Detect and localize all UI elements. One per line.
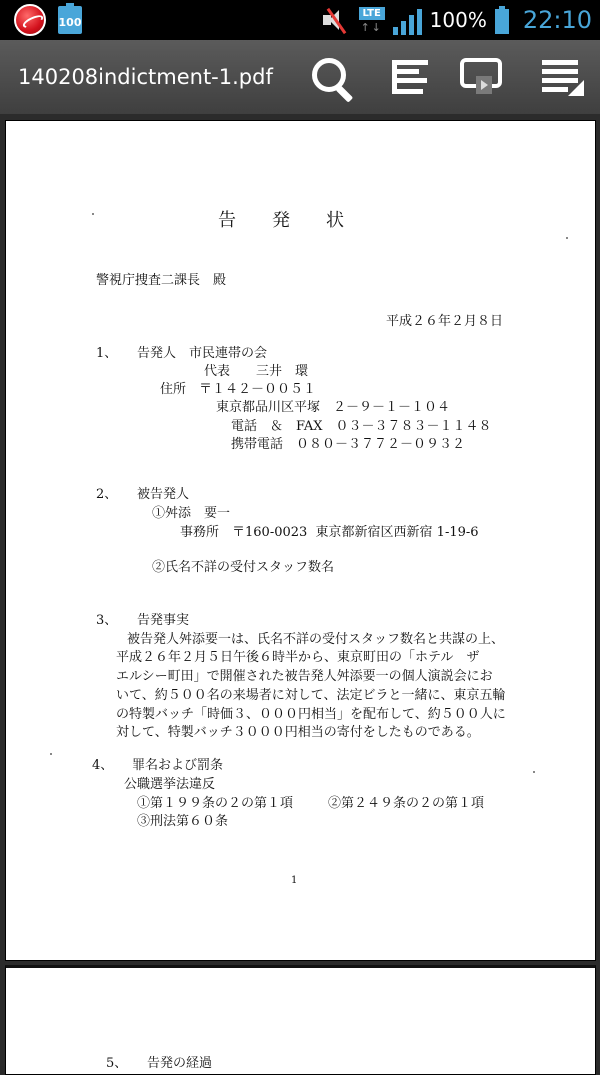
section-3-line: 被告発人舛添要一は、氏名不詳の受付スタッフ数名と共謀の上、 <box>127 632 505 647</box>
trend-micro-icon <box>14 4 46 36</box>
presentation-icon[interactable] <box>456 52 510 102</box>
section-3-line: 平成２６年２月５日午後６時半から、東京町田の「ホテル ザ <box>116 650 480 665</box>
section-4-number: 4、 <box>92 758 114 773</box>
section-4-item-2: ②第２４９条の２の第１項 <box>328 796 485 811</box>
section-3-line: エルシー町田」で開催された被告発人舛添要一の個人演説会にお <box>116 669 493 684</box>
status-bar <box>0 0 600 40</box>
lte-label: LTE <box>359 7 385 20</box>
section-1-number: 1、 <box>96 346 118 361</box>
section-2-heading: 被告発人 <box>137 487 190 502</box>
section-2-item-1: ①舛添 要一 <box>152 506 231 521</box>
section-3-number: 3、 <box>96 613 118 628</box>
lte-icon: LTE ↑ ↓ <box>359 5 385 35</box>
page-title: 告 発 状 <box>218 210 344 231</box>
menu-icon[interactable] <box>536 52 590 102</box>
section-2-number: 2、 <box>96 487 118 502</box>
section-1-heading: 告発人 市民連帯の会 <box>137 346 268 361</box>
section-5-number: 5、 <box>106 1056 128 1071</box>
section-3-line: いて、約５００名の来場者に対して、法定ビラと一緒に、東京五輪 <box>116 688 506 703</box>
clock: 22:10 <box>522 6 592 34</box>
battery-icon <box>495 6 509 34</box>
section-4-heading: 罪名および罰条 <box>132 758 224 773</box>
section-4-item-1: ①第１９９条の２の第１項 <box>137 796 294 811</box>
section-1-representative: 代表 三井 環 <box>204 364 309 379</box>
document-title: 140208indictment-1.pdf <box>18 65 273 89</box>
action-bar <box>0 40 600 114</box>
section-1-address: 東京都品川区平塚 ２－９－１－１０４ <box>216 400 451 415</box>
section-5-heading: 告発の経過 <box>147 1056 213 1071</box>
search-icon[interactable] <box>306 52 360 102</box>
outline-icon[interactable] <box>384 52 438 102</box>
section-2-office: 事務所 〒160-0023 東京都新宿区西新宿 1-19-6 <box>180 525 479 540</box>
pdf-page-1[interactable] <box>5 120 596 961</box>
section-1-phone-fax: 電話 ＆ FAX ０３－３７８３－１１４８ <box>231 419 492 434</box>
section-2-item-2: ②氏名不詳の受付スタッフ数名 <box>152 560 335 575</box>
section-1-mobile: 携帯電話 ０８０－３７７２－０９３２ <box>231 437 466 452</box>
addressee: 警視庁捜査二課長 殿 <box>96 273 227 288</box>
battery-app-icon <box>58 6 82 34</box>
section-3-heading: 告発事実 <box>137 613 190 628</box>
pdf-page-2[interactable] <box>5 965 596 1075</box>
section-4-law: 公職選挙法違反 <box>124 777 216 792</box>
section-4-item-3: ③刑法第６０条 <box>137 814 229 829</box>
section-3-line: の特製バッチ「時価３、０００円相当」を配布して、約５００人に <box>116 707 506 722</box>
page-number: 1 <box>291 875 298 886</box>
date: 平成２６年２月８日 <box>386 314 504 329</box>
mute-icon <box>321 7 351 33</box>
battery-percent: 100% <box>429 8 487 32</box>
battery-app-label: 100 <box>58 16 82 29</box>
section-1-address-label: 住所 〒１４２－００５１ <box>160 382 317 397</box>
signal-icon <box>393 5 422 35</box>
section-3-line: 対して、特製バッチ３０００円相当の寄付をしたものである。 <box>116 725 480 740</box>
pdf-viewer[interactable] <box>0 114 600 1071</box>
